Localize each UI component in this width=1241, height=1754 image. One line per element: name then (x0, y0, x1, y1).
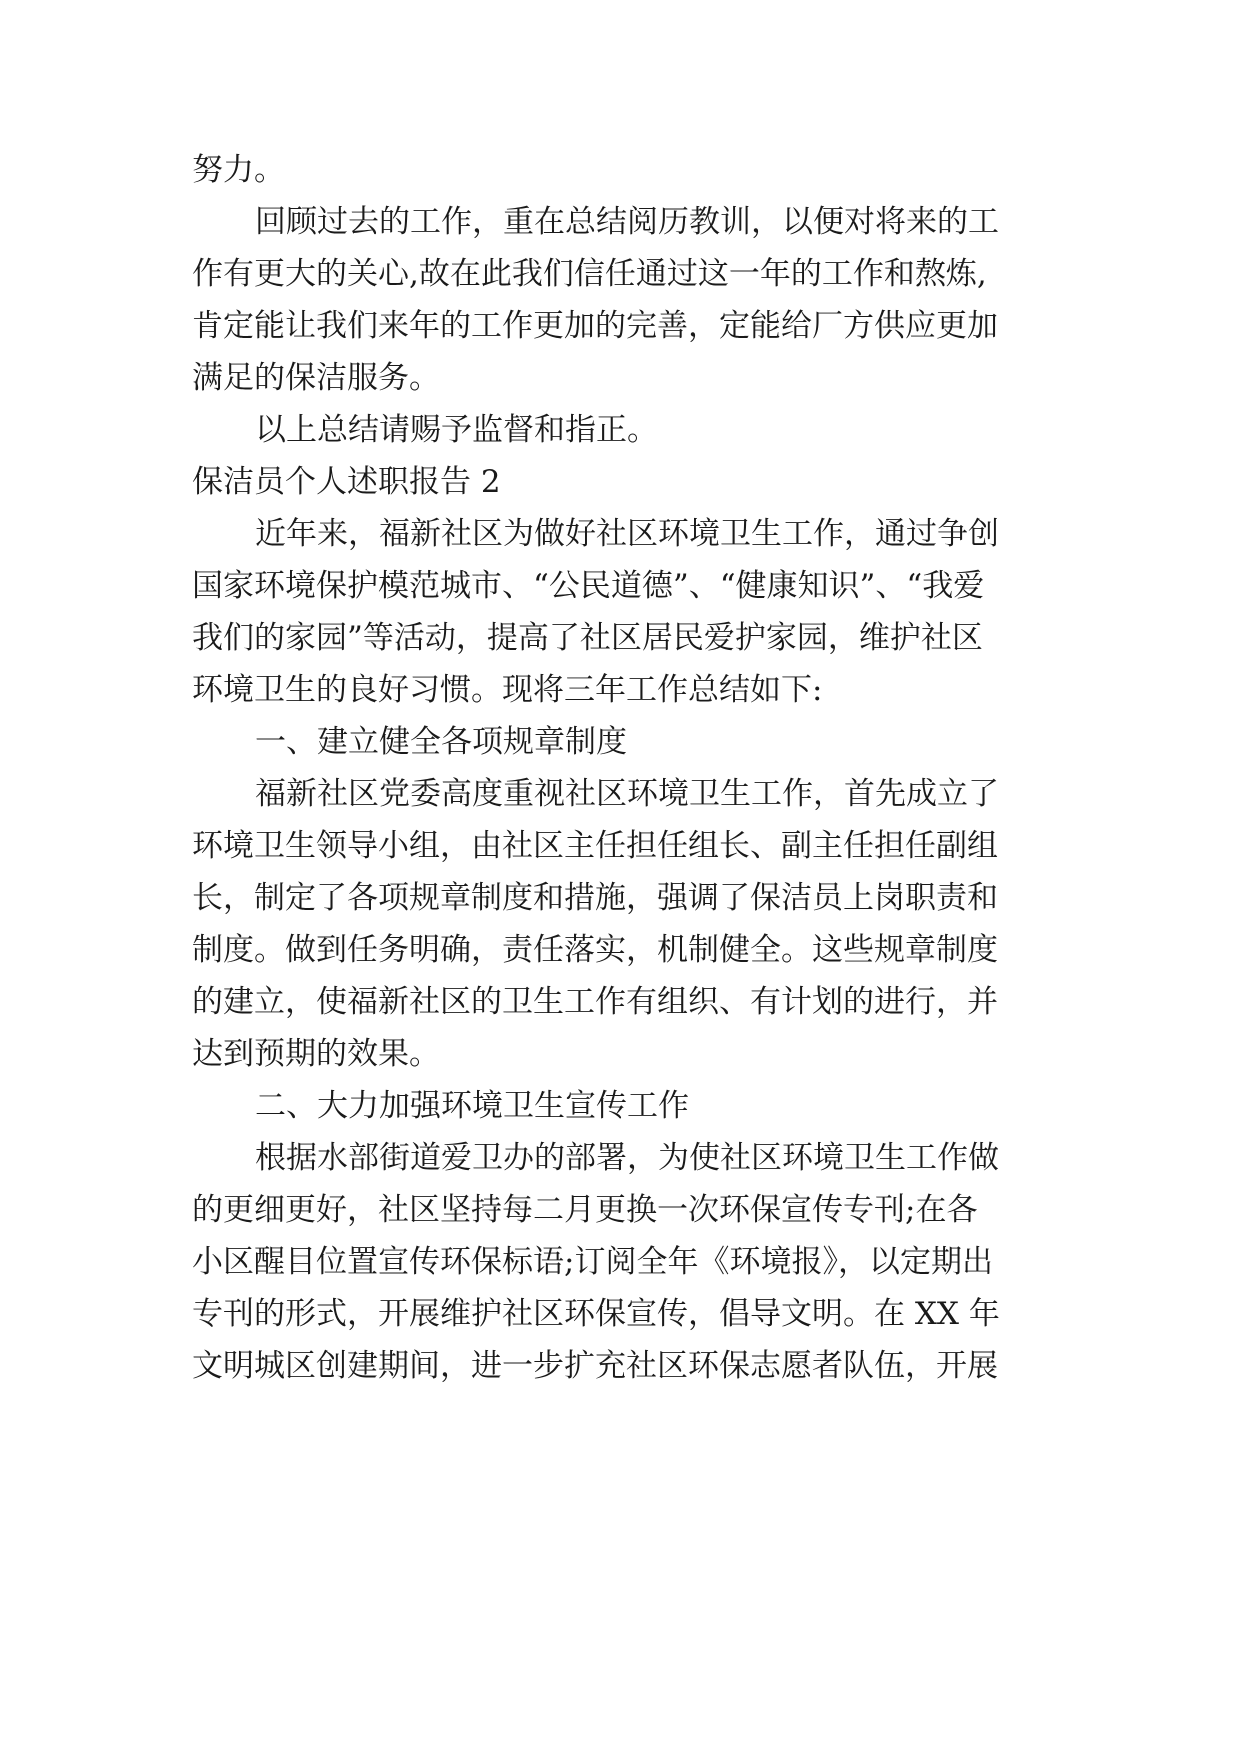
text-line: 我们的家园”等活动，提高了社区居民爱护家园，维护社区 (192, 620, 983, 656)
text-line: 满足的保洁服务。 (192, 360, 440, 396)
text-line: 环境卫生的良好习惯。现将三年工作总结如下: (192, 672, 823, 708)
heading-1: 一、建立健全各项规章制度 (255, 724, 627, 760)
text-line: 专刊的形式，开展维护社区环保宣传，倡导文明。在 XX 年 (192, 1296, 1000, 1332)
section-title: 保洁员个人述职报告 2 (192, 464, 501, 500)
paragraph-line: 以上总结请赐予监督和指正。 (255, 412, 658, 448)
text-line: 小区醒目位置宣传环保标语;订阅全年《环境报》，以定期出 (192, 1244, 993, 1280)
text-line: 国家环境保护模范城市、“公民道德”、“健康知识”、“我爱 (192, 568, 985, 604)
text-line: 环境卫生领导小组，由社区主任担任组长、副主任担任副组 (192, 828, 998, 864)
text-line: 肯定能让我们来年的工作更加的完善，定能给厂方供应更加 (192, 308, 998, 344)
text-line: 制度。做到任务明确，责任落实，机制健全。这些规章制度 (192, 932, 998, 968)
text-line: 文明城区创建期间，进一步扩充社区环保志愿者队伍，开展 (192, 1348, 998, 1384)
paragraph-line: 近年来，福新社区为做好社区环境卫生工作，通过争创 (255, 516, 999, 552)
text-line: 的建立，使福新社区的卫生工作有组织、有计划的进行，并 (192, 984, 998, 1020)
text-line: 作有更大的关心,故在此我们信任通过这一年的工作和熬炼, (192, 256, 987, 292)
heading-2: 二、大力加强环境卫生宣传工作 (255, 1088, 689, 1124)
text-line: 的更细更好，社区坚持每二月更换一次环保宣传专刊;在各 (192, 1192, 978, 1228)
paragraph-line: 根据水部街道爱卫办的部署，为使社区环境卫生工作做 (255, 1140, 999, 1176)
text-line: 达到预期的效果。 (192, 1036, 440, 1072)
text-line: 努力。 (192, 152, 285, 188)
paragraph-line: 回顾过去的工作，重在总结阅历教训，以便对将来的工 (255, 204, 999, 240)
text-line: 长，制定了各项规章制度和措施，强调了保洁员上岗职责和 (192, 880, 998, 916)
paragraph-line: 福新社区党委高度重视社区环境卫生工作，首先成立了 (255, 776, 999, 812)
